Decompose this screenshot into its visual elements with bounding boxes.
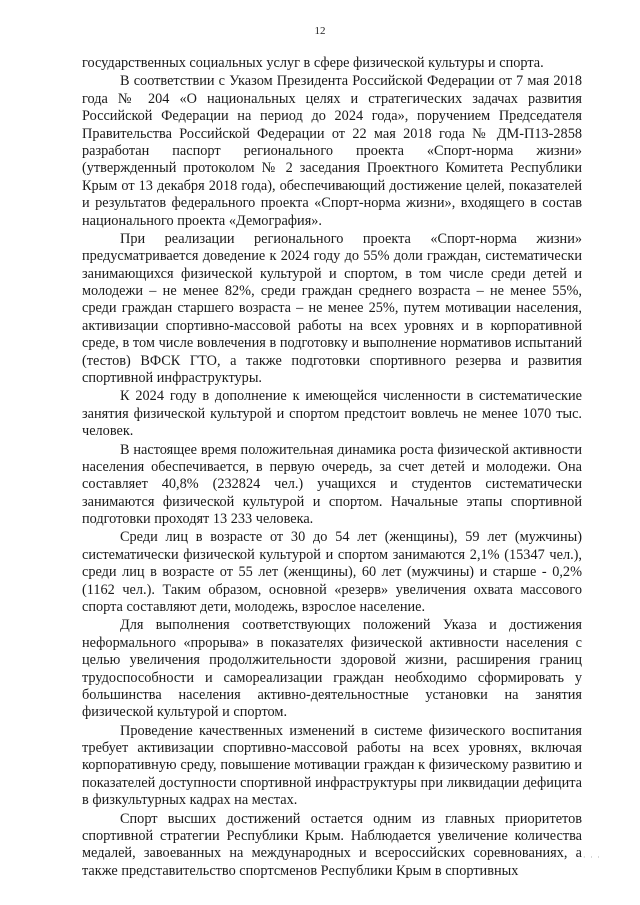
paragraph-quality-changes: Проведение качественных изменений в системе физического воспитания требует активизации спортивно-массовой работы на всех уровнях, включая корпоративную среду, повышение мотивации граждан к физическому развитию и показателей доступности спортивной инфраструктуры при ликвидации дефицита в физкультурных кадрах на местах. — [82, 722, 582, 809]
paragraph-continuation: государственных социальных услуг в сфере физической культуры и спорта. — [82, 55, 544, 71]
paragraph-current-dynamics: В настоящее время положительная динамика роста физической активности населения обеспечивается, в первую очередь, за счет детей и молодежи. Она составляет 40,8% (232824 чел.) учащихся и студентов систематически занимаются физической культурой и спортом. Начальные этапы спортивной подготовки проходят 13 233 человека. — [82, 441, 582, 528]
paragraph-decree: В соответствии с Указом Президента Российской Федерации от 7 мая 2018 года № 204 «О национальных целях и стратегических задачах развития Российской Федерации на период до 2024 года», поручением Председателя Правительства Российской Федерации от 22 мая 2018 года № ДМ-П13-2858 разработан паспорт регионального проекта «Спорт-норма жизни» (утвержденный протоколом № 2 заседания Проектного Комитета Республики Крым от 13 декабря 2018 года), обеспечивающий достижение целей, показателей и результатов федерального проекта «Спорт-норма жизни», входящего в состав национального проекта «Демография». — [82, 73, 582, 229]
document-body — [82, 55, 582, 881]
paragraph-2024-goal: К 2024 году в дополнение к имеющейся численности в систематические занятия физической культурой и спортом предстоит вовлечь не менее 1070 тыс. человек. — [82, 388, 582, 440]
paragraph-project-targets: При реализации регионального проекта «Спорт-норма жизни» предусматривается доведение к 2024 году до 55% доли граждан, систематически занимающихся физической культурой и спортом, в том числе среди детей и молодежи – не менее 82%, среди граждан среднего возраста – не менее 55%, среди граждан старшего возраста – не менее 25%, путем мотивации населения, активизации спортивно-массовой работы на всех уровнях и в корпоративной среде, в том числе вовлечения в подготовку и выполнение нормативов испытаний (тестов) ВФСК ГТО, а также подготовки спортивного резерва и развития спортивной инфраструктуры. — [82, 230, 582, 387]
scan-edge-marks: · · · — [583, 853, 601, 862]
paragraph-age-groups: Среди лиц в возрасте от 30 до 54 лет (женщины), 59 лет (мужчины) систематически физической культурой и спортом занимаются 2,1% (15347 чел.), среди лиц в возрасте от 55 лет (женщины), 60 лет (мужчины) и старше - 0,2% (1162 чел.). Таким образом, основной «резерв» увеличения охвата массового спорта составляют дети, молодежь, взрослое население. — [82, 529, 582, 616]
page-number: 12 — [314, 25, 326, 37]
paragraph-elite-sport: Спорт высших достижений остается одним из главных приоритетов спортивной стратегии Республики Крым. Наблюдается увеличение количества медалей, завоеванных на международных и всероссийских соревнованиях, а также представительство спортсменов Республики Крым в спортивных — [82, 810, 582, 879]
paragraph-decree-implementation: Для выполнения соответствующих положений Указа и достижения неформального «прорыва» в показателях физической активности населения с целью увеличения продолжительности здоровой жизни, расширения границ трудоспособности и самореализации граждан необходимо сформировать у большинства населения активно-деятельностные установки на занятия физической культурой и спортом. — [82, 617, 582, 721]
